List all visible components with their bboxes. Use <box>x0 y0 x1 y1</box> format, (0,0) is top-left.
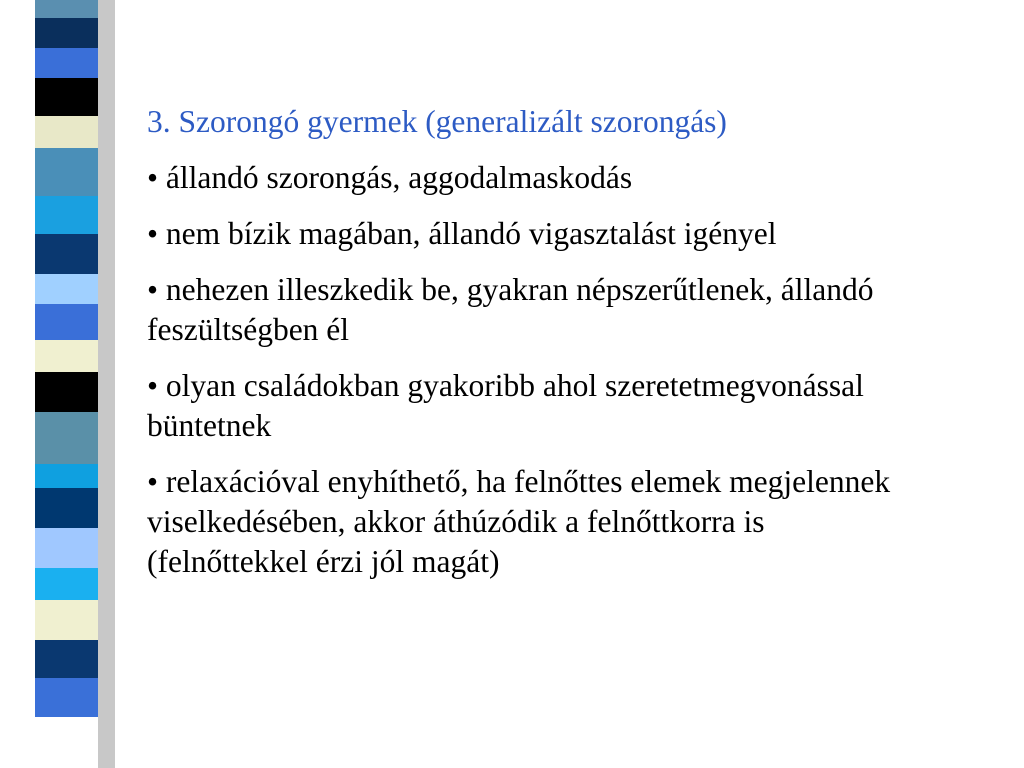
strip-blocks <box>35 0 98 768</box>
bullet-item: • nehezen illeszkedik be, gyakran népszerűtlenek, állandó feszültségben él <box>147 272 874 347</box>
strip-block <box>35 234 98 274</box>
slide-title: 3. Szorongó gyermek (generalizált szorongás) <box>147 104 727 139</box>
strip-margin <box>0 0 35 768</box>
strip-block <box>35 488 98 528</box>
strip-block <box>35 78 98 116</box>
strip-block <box>35 148 98 196</box>
strip-block <box>35 304 98 340</box>
strip-block <box>35 116 98 148</box>
bullet-item: • állandó szorongás, aggodalmaskodás <box>147 160 633 195</box>
slide-content <box>147 102 927 598</box>
strip-block <box>35 528 98 568</box>
strip-block <box>35 640 98 678</box>
strip-block <box>35 372 98 412</box>
strip-block <box>35 678 98 717</box>
strip-block <box>35 48 98 78</box>
strip-block <box>35 196 98 234</box>
strip-block <box>35 568 98 600</box>
strip-block <box>35 600 98 640</box>
strip-shadow <box>98 0 115 768</box>
bullet-item: • relaxációval enyhíthető, ha felnőttes elemek megjelennek viselkedésében, akkor áthúzódik a felnőttkorra is (felnőttekkel érzi jól magát) <box>147 464 891 579</box>
strip-block <box>35 412 98 464</box>
strip-block <box>35 464 98 488</box>
bullet-item: • olyan családokban gyakoribb ahol szeretetmegvonással büntetnek <box>147 368 864 443</box>
decorative-strip <box>0 0 115 768</box>
bullet-item: • nem bízik magában, állandó vigasztalást igényel <box>147 216 777 251</box>
strip-block <box>35 340 98 372</box>
strip-block <box>35 274 98 304</box>
strip-block <box>35 18 98 48</box>
strip-block <box>35 0 98 18</box>
